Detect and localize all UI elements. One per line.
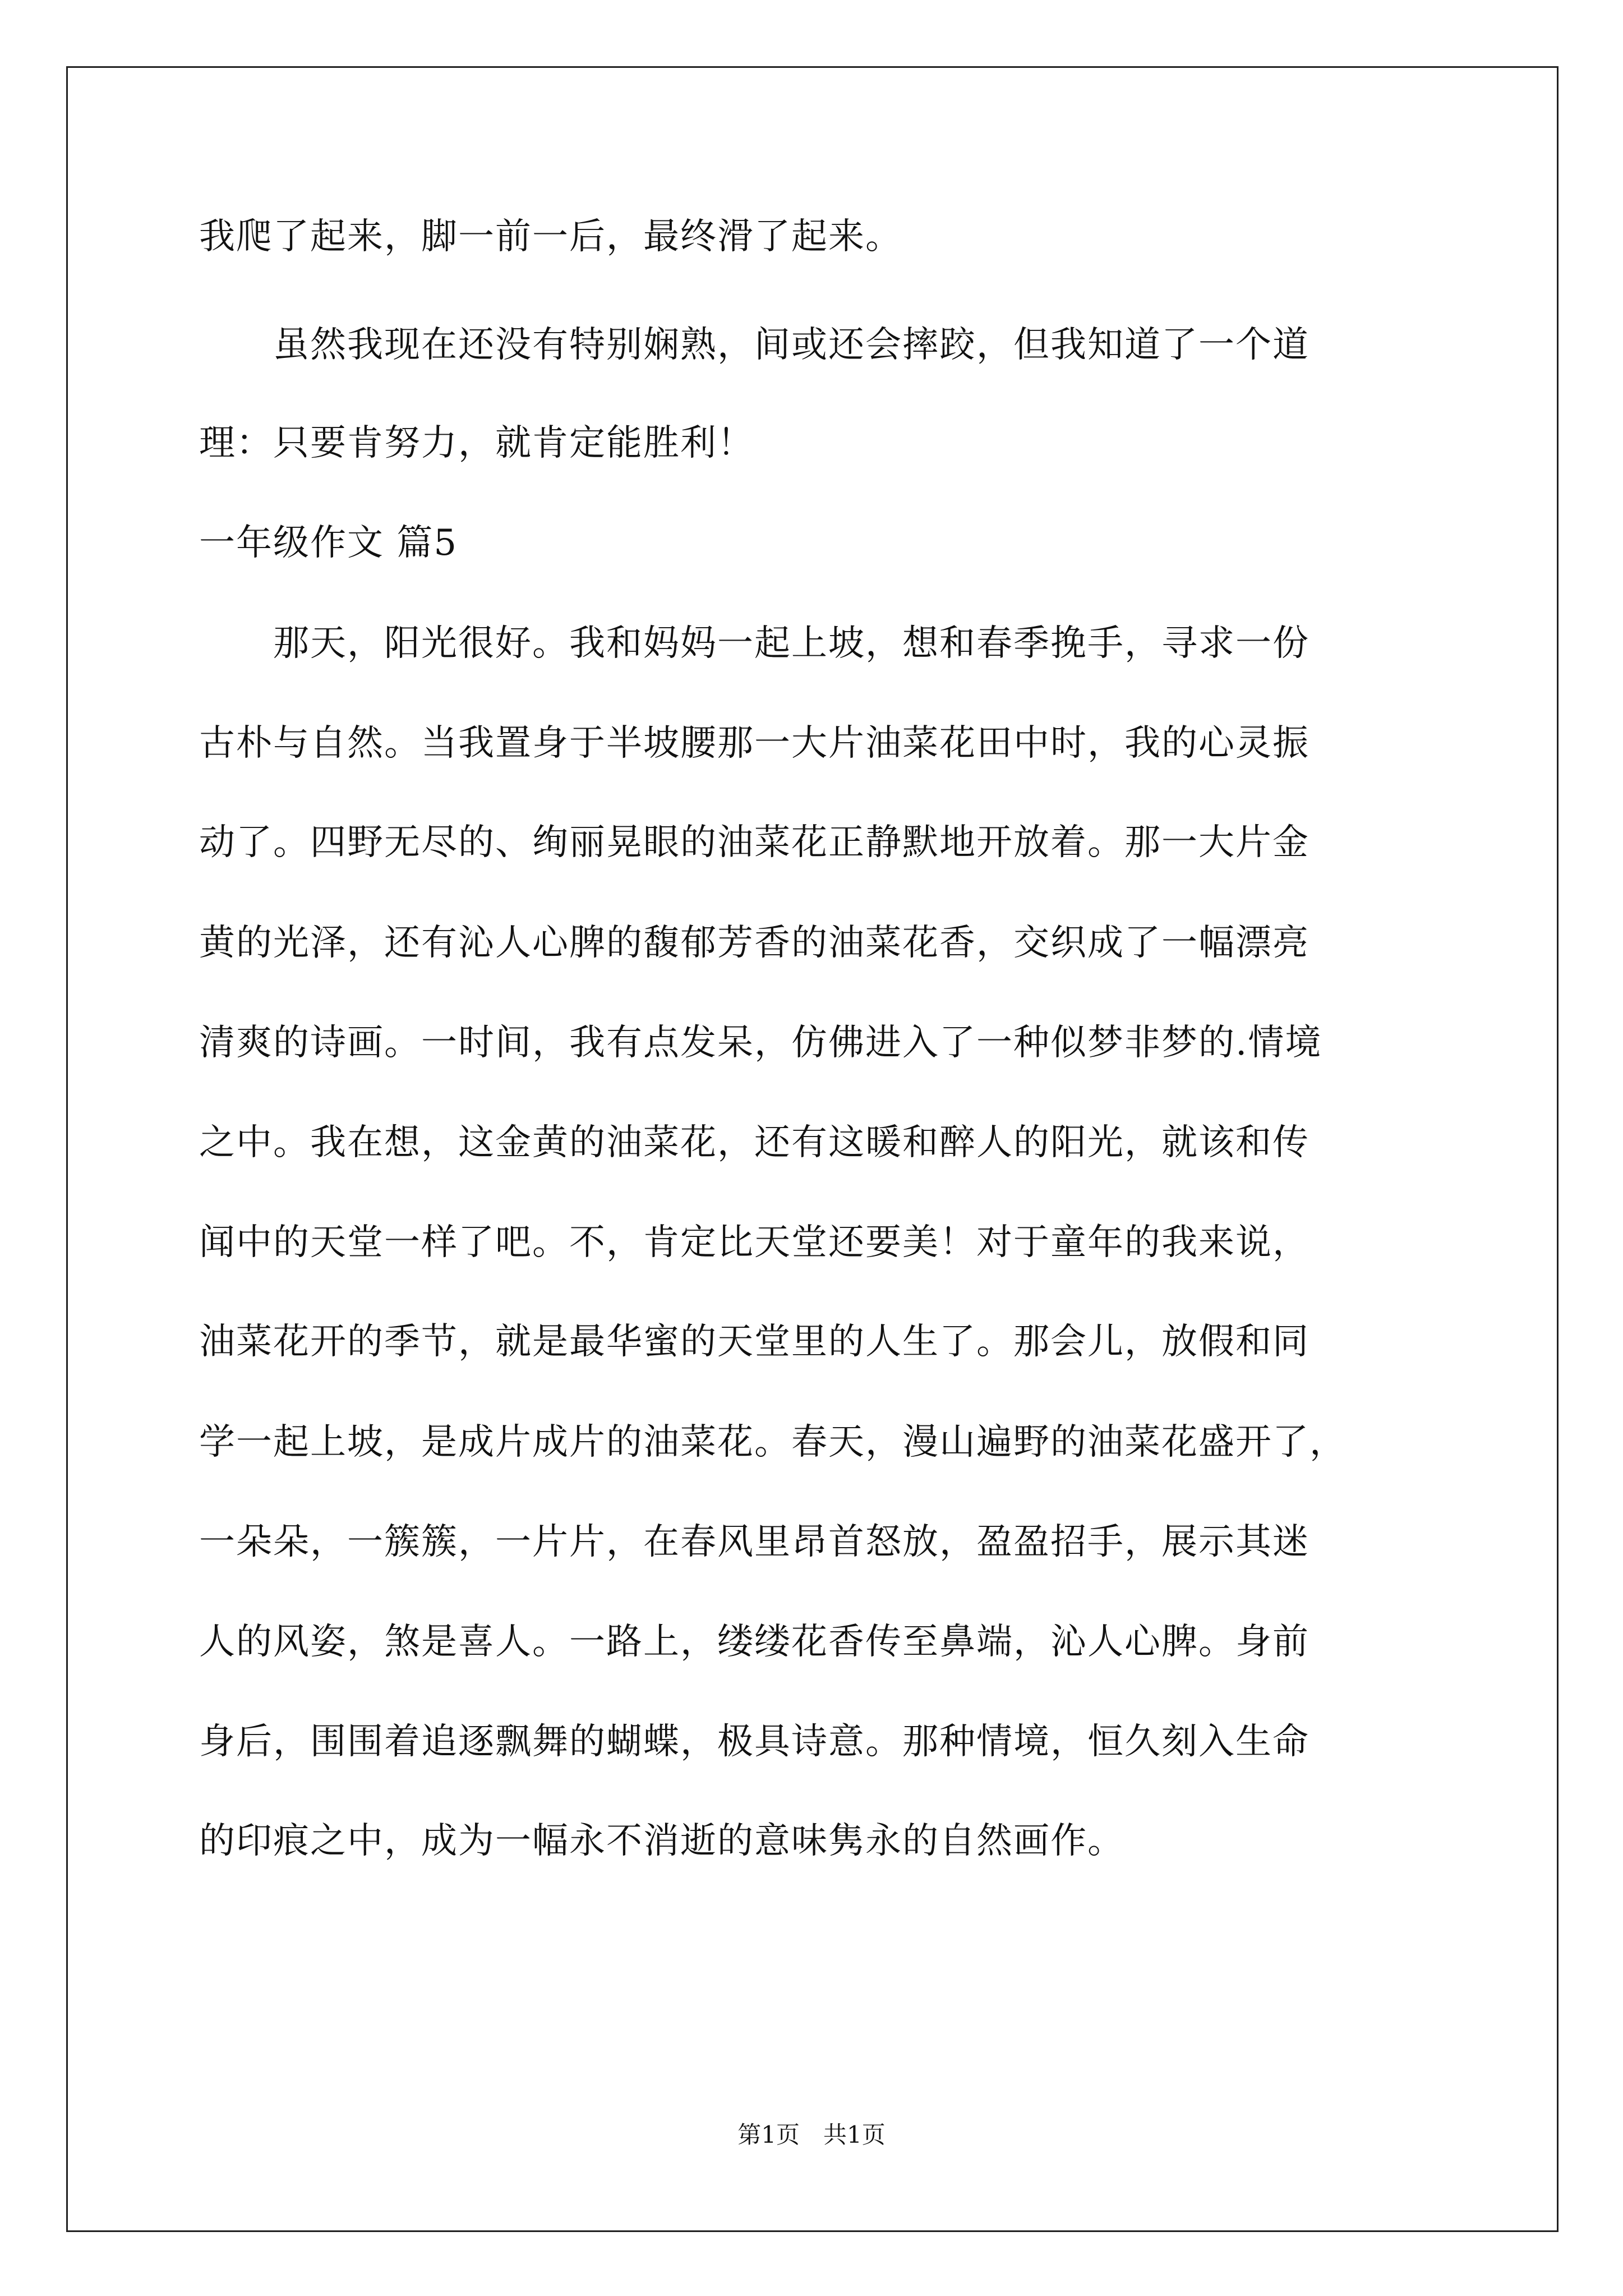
text-line: 动了。四野无尽的、绚丽晃眼的油菜花正静默地开放着。那一大片金 [199, 822, 1310, 863]
text-line: 虽然我现在还没有特别娴熟，间或还会摔跤，但我知道了一个道 [199, 324, 1310, 366]
text-line: 学一起上坡，是成片成片的油菜花。春天，漫山遍野的油菜花盛开了， [199, 1421, 1347, 1463]
text-line: 一朵朵，一簇簇，一片片，在春风里昂首怒放，盈盈招手，展示其迷 [199, 1521, 1310, 1563]
section-heading: 一年级作文 篇5 [199, 522, 458, 564]
text-line: 的印痕之中，成为一幅永不消逝的意味隽永的自然画作。 [199, 1820, 1124, 1862]
text-line: 我爬了起来，脚一前一后，最终滑了起来。 [199, 216, 902, 257]
text-line: 油菜花开的季节，就是最华蜜的天堂里的人生了。那会儿，放假和同 [199, 1321, 1310, 1363]
text-line: 身后，围围着追逐飘舞的蝴蝶，极具诗意。那种情境，恒久刻入生命 [199, 1721, 1310, 1763]
text-line: 黄的光泽，还有沁人心脾的馥郁芳香的油菜花香，交织成了一幅漂亮 [199, 922, 1310, 964]
text-line: 之中。我在想，这金黄的油菜花，还有这暖和醉人的阳光，就该和传 [199, 1122, 1310, 1163]
text-line: 人的风姿，煞是喜人。一路上，缕缕花香传至鼻端，沁人心脾。身前 [199, 1621, 1310, 1663]
text-line: 古朴与自然。当我置身于半坡腰那一大片油菜花田中时，我的心灵振 [199, 723, 1310, 764]
text-line: 那天，阳光很好。我和妈妈一起上坡，想和春季挽手，寻求一份 [199, 623, 1310, 664]
text-line: 理：只要肯努力，就肯定能胜利！ [199, 422, 754, 464]
page-footer: 第1页 共1页 [737, 2121, 886, 2148]
text-line: 清爽的诗画。一时间，我有点发呆，仿佛进入了一种似梦非梦的.情境 [199, 1022, 1322, 1064]
text-line: 闻中的天堂一样了吧。不，肯定比天堂还要美！对于童年的我来说， [199, 1222, 1310, 1263]
